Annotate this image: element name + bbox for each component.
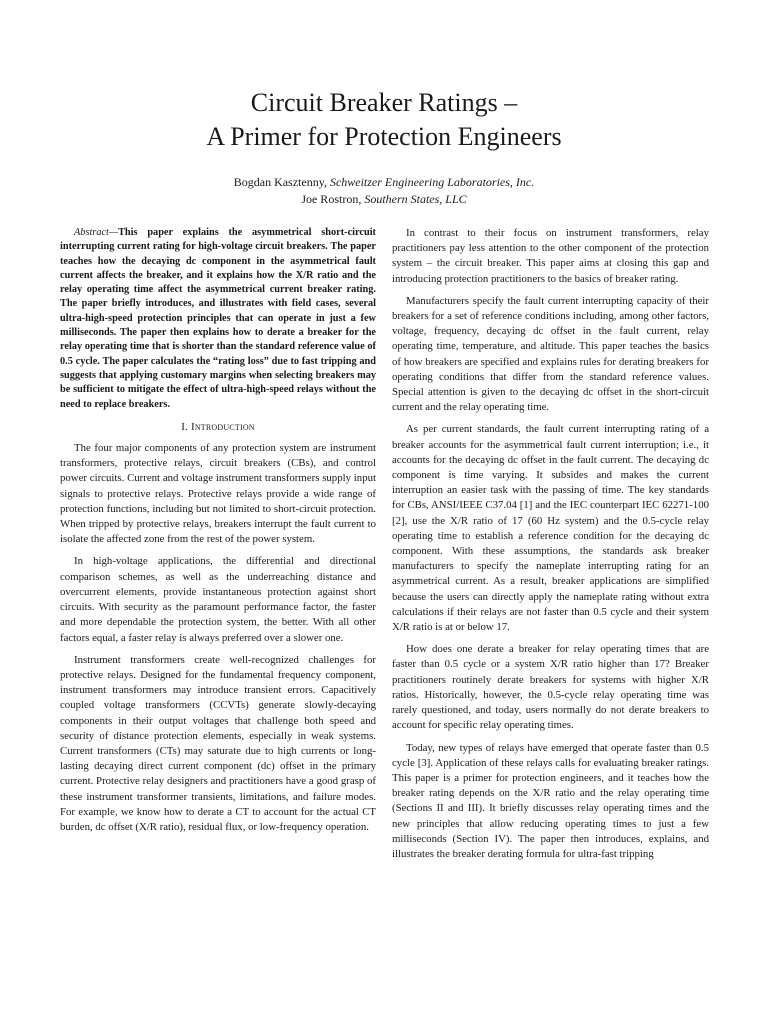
author-name: Joe Rostron, (301, 192, 365, 206)
body-paragraph: How does one derate a breaker for relay operating times that are faster than 0.5 cycle or a system X/R ratio higher than 17? Breaker practitioners routinely derate breakers for systems with higher X/R ratios. Historically, however, the 0.5-cycle relay operating time was rarely questioned, and today, users normally do not derate breakers to account for specific relay operating times. (392, 643, 709, 732)
section-number: I. (181, 420, 191, 433)
body-paragraph: As per current standards, the fault current interrupting rating of a breaker accounts for the asymmetrical fault current interruption; i.e., it accounts for the decaying dc offset in the fault current. The decaying dc component is time varying. It subsides and makes the current interruption an easier task with the passing of time. The key standards for CBs, ANSI/IEEE C37.04 [1] and the IEC counterpart IEC 62271-100 [2], use the X/R ratio of 17 (60 Hz system) and the 0.5-cycle relay operating time to establish a reference condition for the decaying dc component. With these assumptions, the standards ask breaker manufacturers to specify the nameplate interrupting rating for an asymmetrical current. As a result, breaker applications are simplified because the users can directly apply the nameplate rating without extra calculations if their relays are not faster than 0.5 cycle and their system X/R ratio is at or below 17. (392, 423, 709, 634)
left-column (60, 226, 376, 842)
right-column (392, 226, 709, 869)
abstract-lead: Abstract— (74, 227, 119, 238)
body-paragraph: The four major components of any protection system are instrument transformers, protective relays, circuit breakers (CBs), and control power circuits. Current and voltage instrument transformers supply input signals to protective relays. Protective relays provide a wide range of protection functions, including but not limited to short-circuit protection. When tripped by protective relays, breakers interrupt the fault current to isolate the affected zone from the rest of the power system. (60, 442, 376, 546)
abstract-text: This paper explains the asymmetrical short-circuit interrupting current rating for high-voltage circuit breakers. The paper teaches how the decaying dc component in the asymmetrical fault current affects the breaker, and it explains how the X/R ratio and the relay operating time affect the asymmetrical current breaker rating. The paper briefly introduces, and illustrates with field cases, several ultra-high-speed protection principles that can operate in just a few milliseconds. The paper then explains how to derate a breaker for the relay operating time that is shorter than the standard reference value of 0.5 cycle. The paper calculates the “rating loss” due to fast tripping and suggests that applying customary margins when selecting breakers may be sufficient to mitigate the effect of ultra-high-speed relays without the need to replace breakers. (60, 227, 376, 410)
section-title: Introduction (190, 420, 255, 433)
section-heading-introduction (60, 420, 376, 435)
body-paragraph: In contrast to their focus on instrument transformers, relay practitioners pay less attention to the other component of the protection system – the circuit breaker. This paper aims at closing this gap and introducing protection practitioners to the basics of breaker rating. (392, 227, 709, 285)
author-affiliation: Southern States, LLC (364, 192, 467, 206)
author-block (0, 174, 768, 208)
paper-title-line-2: A Primer for Protection Engineers (206, 122, 562, 151)
author-name: Bogdan Kasztenny, (233, 175, 330, 189)
body-paragraph: Manufacturers specify the fault current interrupting capacity of their breakers for a set of reference conditions including, among other factors, voltage, frequency, decaying dc offset in the fault current, relay operating time, temperature, and altitude. This paper teaches the basics of how breakers are specified and explains rules for derating breakers for operating conditions that differ from the standard reference values. Special attention is given to the decaying dc offset in the short-circuit current and the relay operating time. (392, 294, 709, 414)
body-paragraph: Instrument transformers create well-recognized challenges for protective relays. Designed for the fundamental frequency component, instrument transformers may introduce transient errors. Capacitively coupled voltage transformers (CCVTs) generate slowly-decaying components in their output voltages that challenge both speed and security of distance protection elements, especially in weak systems. Current transformers (CTs) may saturate due to high currents or long-lasting decaying direct current component (dc) offset in the primary current. Protective relay designers and practitioners have a good grasp of these instrument transformer transients, limitations, and failure modes. For example, we know how to derate a CT to account for the actual CT burden, dc offset (X/R ratio), residual flux, or low-frequency operation. (60, 653, 376, 833)
abstract (60, 226, 376, 412)
paper-title (0, 86, 768, 154)
paper-title-line-1: Circuit Breaker Ratings – (250, 88, 518, 117)
author-line (0, 174, 768, 191)
body-paragraph: In high-voltage applications, the differential and directional comparison schemes, as well as the underreaching distance and overcurrent elements, provide instantaneous protection against short circuits. With security as the paramount performance factor, the faster and more dependable the protection system, the better. With all other factors equal, a faster relay is always preferred over a slower one. (60, 555, 376, 644)
author-affiliation: Schweitzer Engineering Laboratories, Inc. (329, 175, 535, 189)
body-paragraph: Today, new types of relays have emerged that operate faster than 0.5 cycle [3]. Application of these relays calls for evaluating breaker ratings. This paper is a primer for protection engineers, and it teaches how the breaker rating depends on the X/R ratio and the relay operating time (Sections II and III). It briefly discusses relay operating times and the new principles that allow reducing operating times to just a few milliseconds (Section IV). The paper then introduces, explains, and illustrates the breaker derating formula for ultra-fast tripping (392, 741, 709, 860)
author-line (0, 191, 768, 208)
